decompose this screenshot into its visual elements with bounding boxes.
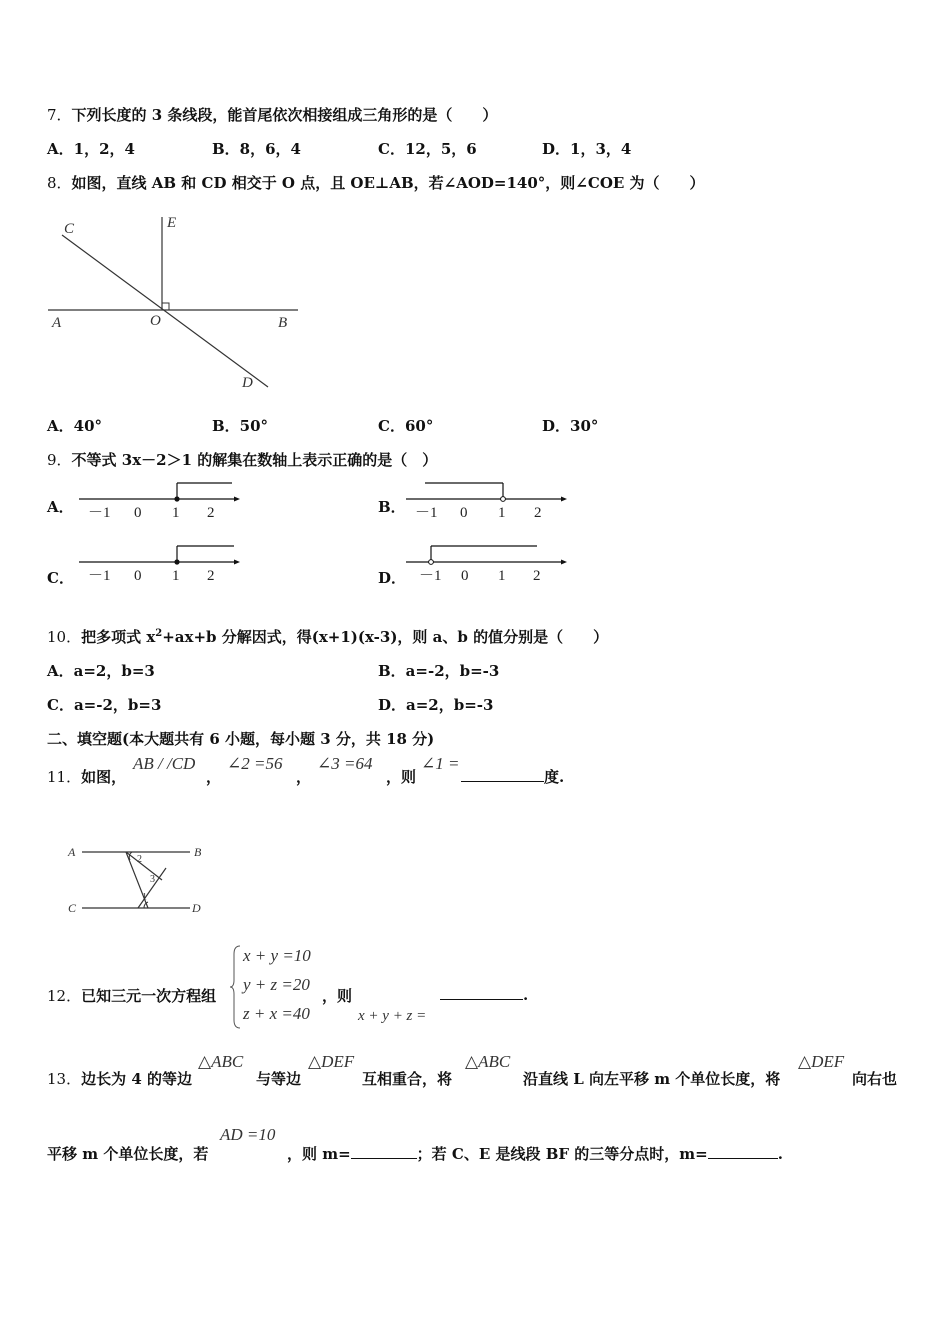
q12-equation-3: z + x =40 (243, 1004, 310, 1023)
q7-option-a: A．1，2，4 (47, 140, 135, 158)
q13-math-def-1: △DEF (308, 1052, 355, 1071)
label-b: B (278, 315, 288, 331)
q11-figure (62, 838, 222, 923)
q9-option-a-numberline (74, 475, 244, 525)
q9-b-tick-2: 2 (534, 505, 542, 521)
q12-answer-blank[interactable] (440, 985, 523, 1000)
label-c: C (64, 221, 75, 237)
label-c: C (68, 901, 77, 915)
q11-tail: 度. (544, 768, 565, 786)
q9-stem (47, 449, 437, 470)
q9-d-tick-1: 1 (498, 568, 506, 584)
label-b: B (194, 845, 202, 859)
q13-text-5: 向右也 (852, 1070, 898, 1088)
label-a: A (68, 845, 76, 859)
q13-line1-start (47, 1068, 192, 1089)
q13-text-6: 平移 m 个单位长度，若 (47, 1145, 209, 1163)
q9-option-b-numberline (401, 475, 571, 525)
q7-number: 7． (47, 106, 72, 124)
q11-answer-blank[interactable] (461, 767, 544, 782)
q9-option-b-label: B． (378, 498, 406, 516)
q13-number: 13． (47, 1070, 82, 1088)
q12-system-brace (230, 944, 242, 1030)
q13-text-7: ，则 m= (287, 1145, 351, 1163)
q9-c-tick-m1: －1 (88, 568, 111, 584)
line-cd (62, 235, 268, 387)
q9-d-tick-0: 0 (461, 568, 469, 584)
q8-option-d: D．30° (542, 417, 599, 435)
q8-text: 如图，直线 AB 和 CD 相交于 O 点，且 OE⊥AB，若∠AOD=140°，则∠COE 为（ ） (71, 174, 705, 192)
q7-option-b: B．8，6，4 (212, 140, 301, 158)
label-2: 2 (137, 854, 142, 865)
q9-d-tick-2: 2 (533, 568, 541, 584)
q13-math-ad: AD =10 (220, 1125, 276, 1144)
label-3: 3 (150, 874, 155, 885)
q13-math-def-2: △DEF (798, 1052, 845, 1071)
q10-number: 10． (47, 628, 82, 646)
q12-tail: . (523, 986, 529, 1004)
q9-b-tick-m1: －1 (415, 505, 438, 521)
q13-text-4: 沿直线 L 向左平移 m 个单位长度，将 (523, 1070, 781, 1088)
q9-b-tick-1: 1 (498, 505, 506, 521)
q9-option-d-numberline (401, 538, 571, 588)
q10-stem (47, 626, 608, 647)
q12-math-sum: x + y + z = (358, 1008, 427, 1024)
q9-a-tick-m1: －1 (88, 505, 111, 521)
q10-text-a: 把多项式 x (81, 628, 156, 646)
q13-math-abc-1: △ABC (198, 1052, 244, 1071)
label-o: O (150, 313, 161, 329)
q7-option-d: D．1，3，4 (542, 140, 632, 158)
q9-c-tick-1: 1 (172, 568, 180, 584)
q9-a-tick-1: 1 (172, 505, 180, 521)
label-a: A (52, 315, 62, 331)
q9-a-tick-0: 0 (134, 505, 142, 521)
q8-option-b: B．50° (212, 417, 269, 435)
label-d: D (192, 901, 201, 915)
q11-answer-line (461, 766, 564, 787)
q10-text-b: +ax+b 分解因式，得(x+1)(x-3)，则 a、b 的值分别是（ ） (162, 628, 609, 646)
q9-a-solid-point (174, 496, 179, 501)
q9-d-tick-m1: －1 (419, 568, 442, 584)
q9-text: 不等式 3x－2＞1 的解集在数轴上表示正确的是（ ） (71, 451, 438, 469)
q11-math-angle1: ∠1 = (421, 754, 460, 773)
q11-math-angle3: ∠3 =64 (317, 754, 373, 773)
q7-option-c: C．12，5，6 (378, 140, 477, 158)
q9-b-hollow-point (501, 497, 506, 502)
q13-answer-blank-1[interactable] (351, 1144, 417, 1159)
q10-superscript: 2 (155, 628, 163, 639)
q12-number: 12． (47, 987, 82, 1005)
q13-text-8: ；若 C、E 是线段 BF 的三等分点时，m= (416, 1145, 708, 1163)
q11-math-angle2: ∠2 =56 (227, 754, 283, 773)
q10-option-a: A．a=2，b=3 (47, 662, 155, 680)
q13-text-1: 边长为 4 的等边 (81, 1070, 192, 1088)
q11-intro (47, 766, 126, 787)
q8-stem (47, 172, 705, 193)
q12-then: ，则 (322, 987, 353, 1005)
q11-sep3: ，则 (386, 768, 417, 786)
q9-c-tick-2: 2 (207, 568, 215, 584)
q9-d-hollow-point (429, 560, 434, 565)
q12-equation-2: y + z =20 (243, 975, 310, 994)
q12-intro-text: 已知三元一次方程组 (81, 987, 217, 1005)
q9-number: 9． (47, 451, 72, 469)
q13-text-2: 与等边 (256, 1070, 302, 1088)
q8-number: 8． (47, 174, 72, 192)
q13-math-abc-2: △ABC (465, 1052, 511, 1071)
q11-sep2: ， (296, 768, 312, 786)
q9-option-a-label: A． (47, 498, 74, 516)
q7-text: 下列长度的 3 条线段，能首尾依次相接组成三角形的是（ ） (71, 106, 498, 124)
q13-line2-rest (287, 1143, 783, 1164)
q8-option-a: A．40° (47, 417, 103, 435)
q9-b-tick-0: 0 (460, 505, 468, 521)
q13-text-9: . (777, 1145, 783, 1163)
q10-option-b: B．a=-2，b=-3 (378, 662, 500, 680)
label-d: D (242, 375, 253, 391)
q8-figure (40, 205, 310, 400)
q12-intro (47, 985, 216, 1006)
q8-option-c: C．60° (378, 417, 434, 435)
q9-option-c-numberline (74, 538, 244, 588)
q12-equation-1: x + y =10 (243, 946, 311, 965)
label-1: 1 (142, 892, 147, 903)
q13-answer-blank-2[interactable] (708, 1144, 778, 1159)
label-e: E (167, 215, 177, 231)
q11-number: 11． (47, 768, 82, 786)
q13-text-3: 互相重合，将 (362, 1070, 453, 1088)
q11-sep1: ， (206, 768, 222, 786)
q7-stem (47, 104, 497, 125)
q9-c-solid-point (174, 559, 179, 564)
q10-option-c: C．a=-2，b=3 (47, 696, 162, 714)
q9-c-tick-0: 0 (134, 568, 142, 584)
q11-intro-text: 如图， (81, 768, 127, 786)
q10-option-d: D．a=2，b=-3 (378, 696, 494, 714)
section2-heading: 二、填空题(本大题共有 6 小题，每小题 3 分，共 18 分) (47, 730, 435, 748)
q9-option-c-label: C． (47, 569, 74, 587)
q9-option-d-label: D． (378, 569, 407, 587)
q9-a-tick-2: 2 (207, 505, 215, 521)
q12-answer-line (440, 985, 528, 1004)
q11-math-ab-parallel-cd: AB / /CD (133, 754, 196, 773)
